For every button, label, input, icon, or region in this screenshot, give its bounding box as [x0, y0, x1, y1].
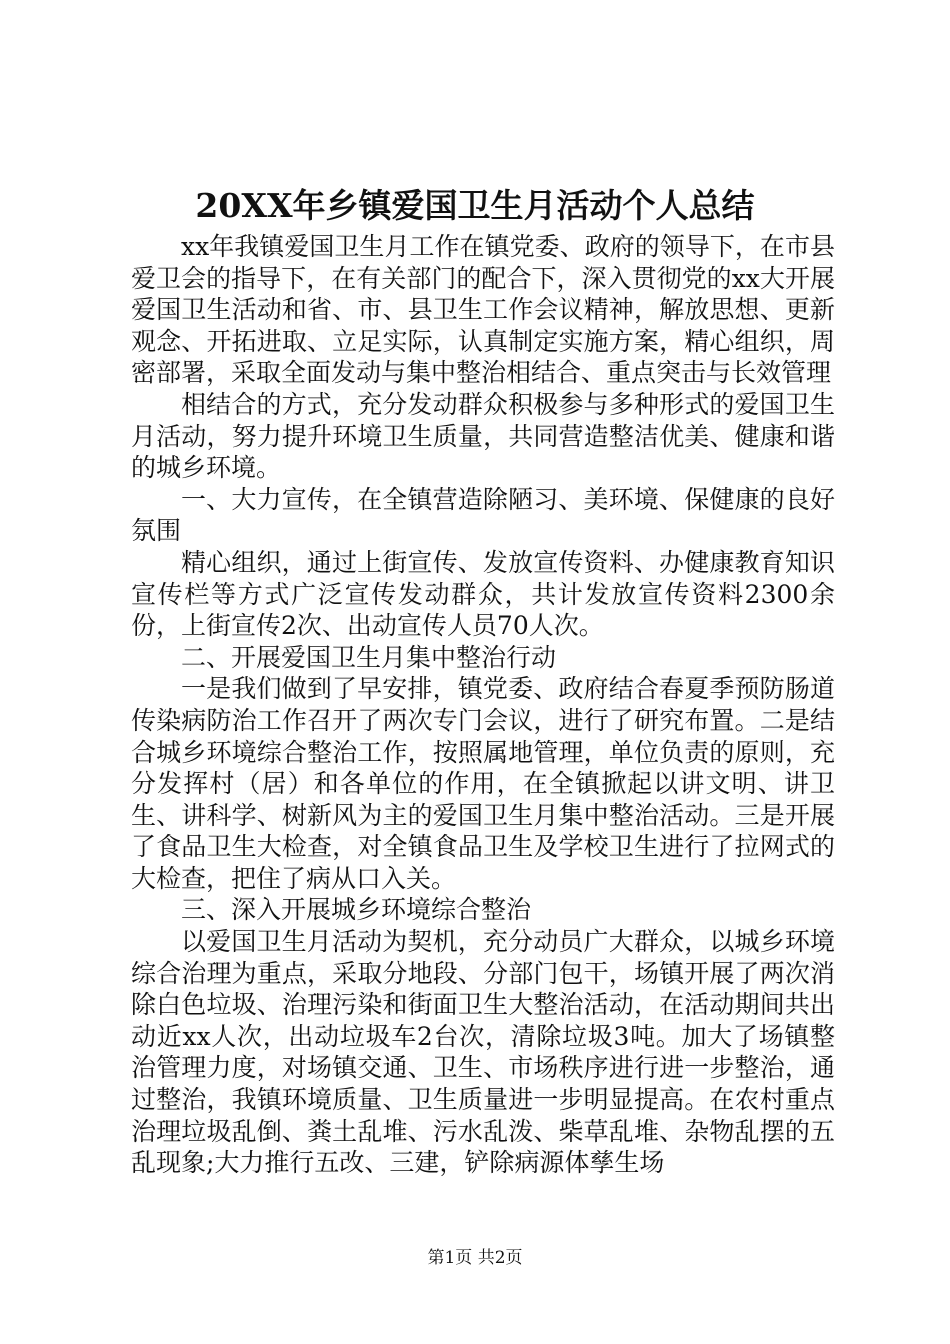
paragraph-section-2: 一是我们做到了早安排，镇党委、政府结合春夏季预防肠道传染病防治工作召开了两次专门会议，进行了研究布置。二是结合城乡环境综合整治工作，按照属地管理，单位负责的原则，充分发挥村（居）和各单位的作用，在全镇掀起以讲文明、讲卫生、讲科学、树新风为主的爱国卫生月集中整治活动。三是开展了食品卫生大检查，对全镇食品卫生及学校卫生进行了拉网式的大检查，把住了病从口入关。 — [131, 674, 835, 893]
document-title: 20XX年乡镇爱国卫生月活动个人总结 — [195, 186, 755, 225]
section-heading-2: 二、开展爱国卫生月集中整治行动 — [181, 642, 557, 672]
document-body — [131, 231, 835, 1179]
paragraph-intro-continued: 相结合的方式，充分发动群众积极参与多种形式的爱国卫生月活动，努力提升环境卫生质量，共同营造整洁优美、健康和谐的城乡环境。 — [131, 389, 835, 483]
page-number-footer: 第1页 共2页 — [427, 1248, 523, 1268]
paragraph-section-3: 以爱国卫生月活动为契机，充分动员广大群众，以城乡环境综合治理为重点，采取分地段、分部门包干，场镇开展了两次消除白色垃圾、治理污染和街面卫生大整治活动，在活动期间共出动近xx人次，出动垃圾车2台次，清除垃圾3吨。加大了场镇整治管理力度，对场镇交通、卫生、市场秩序进行进一步整治，通过整治，我镇环境质量、卫生质量进一步明显提高。在农村重点治理垃圾乱倒、粪土乱堆、污水乱泼、柴草乱堆、杂物乱摆的五乱现象;大力推行五改、三建，铲除病源体孳生场 — [131, 927, 835, 1178]
paragraph-section-1: 精心组织，通过上街宣传、发放宣传资料、办健康教育知识宣传栏等方式广泛宣传发动群众，共计发放宣传资料2300余份，上街宣传2次、出动宣传人员70人次。 — [131, 547, 835, 641]
section-heading-3: 三、深入开展城乡环境综合整治 — [181, 895, 532, 925]
paragraph-intro: xx年我镇爱国卫生月工作在镇党委、政府的领导下，在市县爱卫会的指导下，在有关部门的配合下，深入贯彻党的xx大开展爱国卫生活动和省、市、县卫生工作会议精神，解放思想、更新观念、开拓进取、立足实际，认真制定实施方案，精心组织，周密部署，采取全面发动与集中整治相结合、重点突击与长效管理 — [131, 232, 835, 388]
section-heading-1: 一、大力宣传，在全镇营造除陋习、美环境、保健康的良好氛围 — [131, 484, 835, 546]
